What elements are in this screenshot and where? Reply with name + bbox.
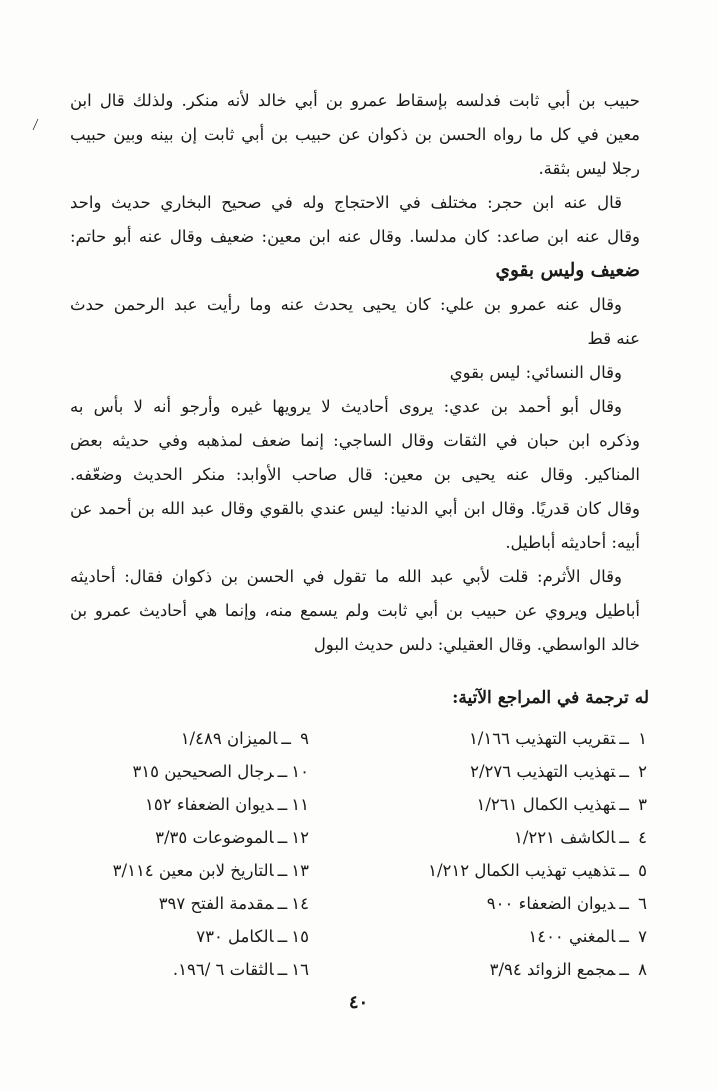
text-line: وقال أبو أحمد بن عدي: يروى أحاديث لا يرويها غيره وأرجو أنه لا بأس به — [70, 397, 622, 416]
reference-item: ٣ــتهذيب الكمال ١/٢٦١ — [476, 795, 647, 814]
text-line: حبيب بن أبي ثابت فدلسه بإسقاط عمرو بن أبي خالد لأنه منكر. ولذلك قال ابن — [70, 91, 640, 110]
paragraph — [70, 560, 640, 662]
reference-item: ١٥ــالكامل ٧٣٠ — [196, 927, 309, 946]
paragraph — [70, 186, 640, 288]
text-line: خالد الواسطي. وقال العقيلي: دلس حديث البول — [313, 635, 640, 654]
text-line: وذكره ابن حبان في الثقات وقال الساجي: إنما ضعف لمذهبه وفي حديثه بعض — [70, 431, 640, 450]
text-line: رجلا ليس بثقة. — [538, 159, 640, 178]
text-line: قال عنه ابن حجر: مختلف في الاحتجاج وله في صحيح البخاري حديث واحد — [70, 193, 622, 212]
text-line: المناكير. وقال عنه يحيى بن معين: قال صاحب الأوابد: منكر الحديث وضعّفه. — [70, 465, 640, 484]
reference-item: ١١ــديوان الضعفاء ١٥٢ — [145, 795, 309, 814]
reference-item: ٥ــتذهيب تهذيب الكمال ١/٢١٢ — [428, 861, 647, 880]
reference-item: ٤ــالكاشف ١/٢٢١ — [513, 828, 647, 847]
text-line: عنه قط — [587, 329, 640, 348]
text-line: وقال النسائي: ليس بقوي — [449, 363, 622, 382]
reference-item: ٩ــالميزان ١/٤٨٩ — [180, 729, 309, 748]
text-line: وقال عنه ابن صاعد: كان مدلسا. وقال عنه ابن معين: ضعيف وقال عنه أبو حاتم: — [70, 227, 640, 246]
text-line: أباطيل ويروي عن حبيب بن أبي ثابت ولم يسمع منه، وإنما هي أحاديث عمرو بن — [70, 601, 640, 620]
reference-item: ١ــتقريب التهذيب ١/١٦٦ — [468, 729, 647, 748]
reference-item: ٦ــديوان الضعفاء ٩٠٠ — [486, 894, 647, 913]
paragraph — [70, 356, 640, 390]
text-line: وقال عنه عمرو بن علي: كان يحيى يحدث عنه وما رأيت عبد الرحمن حدث — [70, 295, 622, 314]
reference-item: ١٦ــالثقات ٦ /١٩٦. — [172, 960, 309, 979]
text-line: معين في كل ما رواه الحسن بن ذكوان عن حبيب بن أبي ثابت إن بينه وبين حبيب — [70, 125, 640, 144]
reference-item: ١٤ــمقدمة الفتح ٣٩٧ — [158, 894, 309, 913]
paragraph — [70, 84, 640, 186]
paragraph — [70, 288, 640, 356]
reference-item: ١٣ــالتاريخ لابن معين ٣/١١٤ — [112, 861, 309, 880]
references-left-column — [69, 722, 309, 986]
paragraph — [70, 390, 640, 560]
margin-pen-mark — [30, 118, 40, 132]
references-right-column — [367, 722, 647, 986]
text-line-bold: ضعيف وليس بقوي — [495, 260, 640, 281]
references-title: له ترجمة في المراجع الآتية: — [452, 688, 649, 708]
text-line: وقال الأثرم: قلت لأبي عبد الله ما تقول في الحسن بن ذكوان فقال: أحاديثه — [70, 567, 622, 586]
reference-item: ٢ــتهذيب التهذيب ٢/٢٧٦ — [470, 762, 647, 781]
body-text — [70, 84, 640, 662]
reference-item: ٧ــالمغني ١٤٠٠ — [528, 927, 647, 946]
reference-item: ١٢ــالموضوعات ٣/٣٥ — [155, 828, 309, 847]
text-line: أبيه: أحاديثه أباطيل. — [505, 533, 640, 552]
text-line: وقال كان قدريًا. وقال ابن أبي الدنيا: ليس عندي بالقوي وقال عبد الله بن أحمد عن — [70, 499, 640, 518]
page-number: ٤٠ — [348, 992, 369, 1013]
reference-item: ٨ــمجمع الزوائد ٣/٩٤ — [489, 960, 647, 979]
reference-item: ١٠ــرجال الصحيحين ٣١٥ — [132, 762, 309, 781]
